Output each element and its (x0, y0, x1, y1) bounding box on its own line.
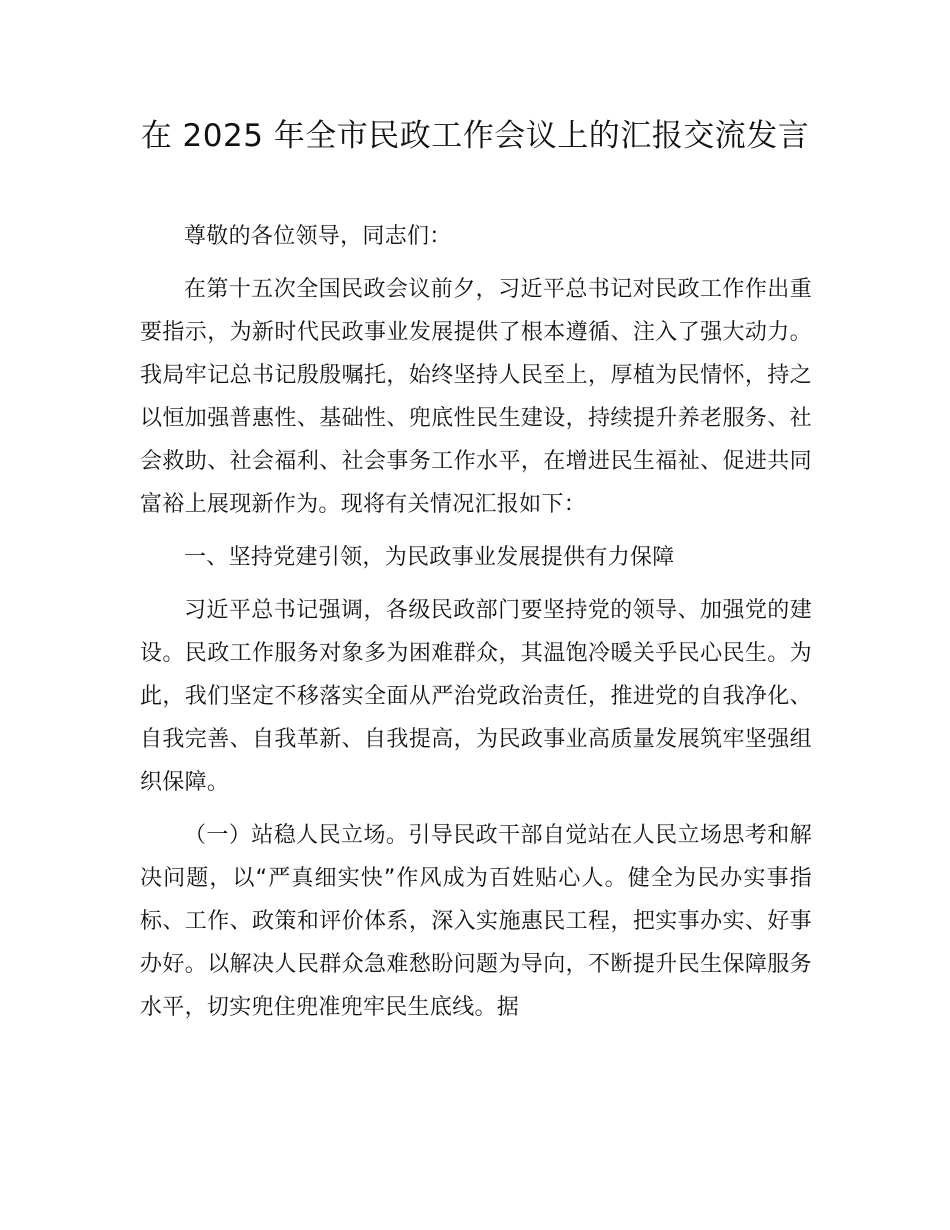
intro-paragraph: 在第十五次全国民政会议前夕，习近平总书记对民政工作作出重要指示，为新时代民政事业发展提供了根本遵循、注入了强大动力。我局牢记总书记殷殷嘱托，始终坚持人民至上，厚植为民情怀，持之以恒加强普惠性、基础性、兜底性民生建设，持续提升养老服务、社会救助、社会福利、社会事务工作水平，在增进民生福祉、促进共同富裕上展现新作为。现将有关情况汇报如下： (140, 277, 812, 517)
document-body (140, 215, 812, 1039)
section-heading-1: 一、坚持党建引领，为民政事业发展提供有力保障 (184, 545, 675, 570)
subsection-1-paragraph: （一）站稳人民立场。引导民政干部自觉站在人民立场思考和解决问题，以“严真细实快”作风成为百姓贴心人。健全为民办实事指标、工作、政策和评价体系，深入实施惠民工程，把实事办实、好事办好。以解决人民群众急难愁盼问题为导向，不断提升民生保障服务水平，切实兜住兜准兜牢民生底线。据 (140, 823, 812, 1020)
document-title: 在 2025 年全市民政工作会议上的汇报交流发言 (140, 118, 810, 154)
greeting-paragraph: 尊敬的各位领导，同志们： (184, 224, 452, 249)
section-1-paragraph: 习近平总书记强调，各级民政部门要坚持党的领导、加强党的建设。民政工作服务对象多为困难群众，其温饱冷暖关乎民心民生。为此，我们坚定不移落实全面从严治党政治责任，推进党的自我净化、自我完善、自我革新、自我提高，为民政事业高质量发展筑牢坚强组织保障。 (140, 598, 812, 795)
